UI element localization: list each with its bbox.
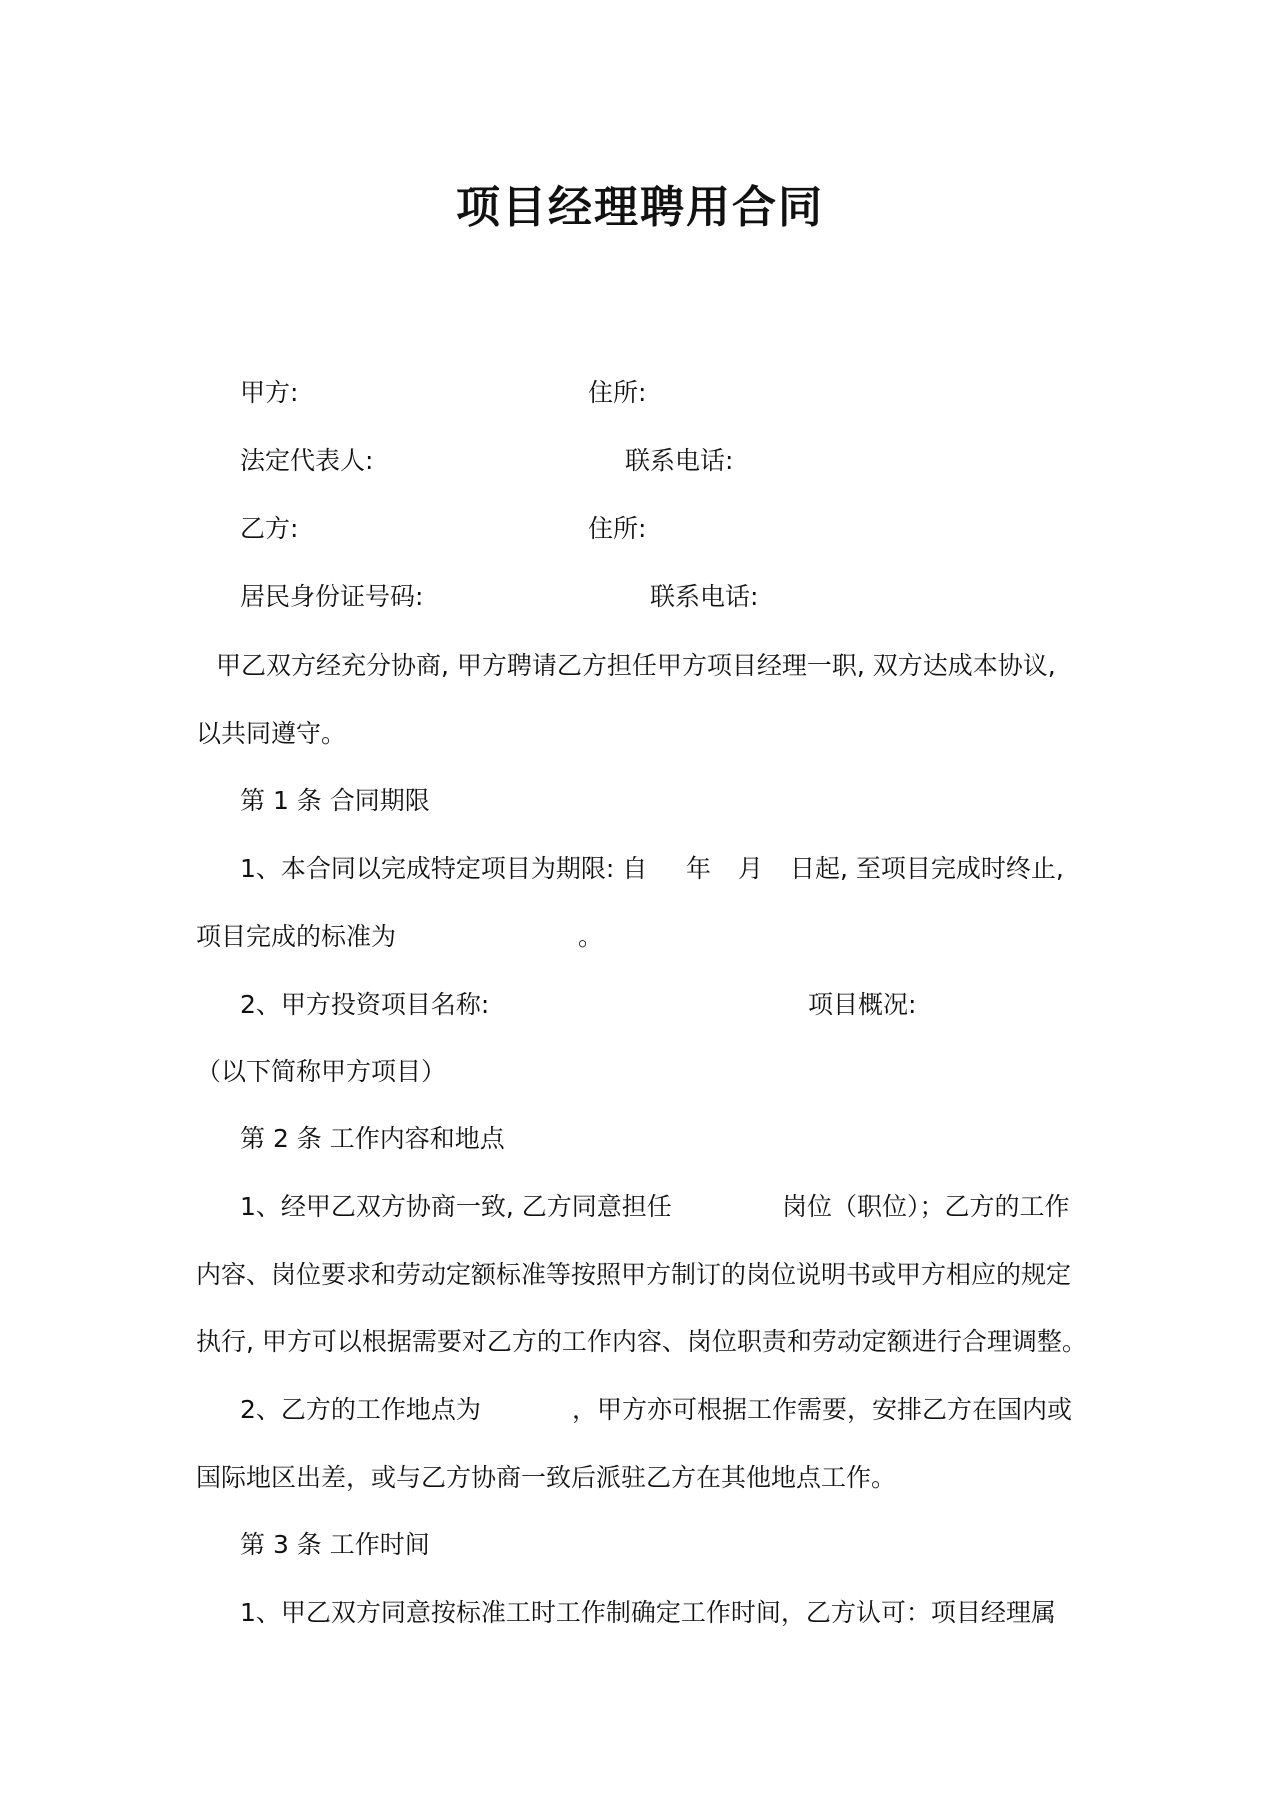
article-2-clause-1-line-2: 内容、岗位要求和劳动定额标准等按照甲方制订的岗位说明书或甲方相应的规定 — [196, 1260, 1072, 1289]
party-a-address-label: 住所: — [588, 378, 647, 407]
article-2-clause-2-rest: ，甲方亦可根据工作需要，安排乙方在国内或 — [572, 1395, 1073, 1424]
article-1-clause-1-line-2: 项目完成的标准为 — [196, 922, 397, 951]
legal-representative-label: 法定代表人: — [240, 446, 374, 475]
article-2-clause-2: 2、乙方的工作地点为 — [240, 1395, 481, 1424]
article-2-clause-1: 1、经甲乙双方协商一致, 乙方同意担任 — [240, 1192, 672, 1221]
party-a-label: 甲方: — [240, 378, 299, 407]
party-b-address-label: 住所: — [588, 514, 647, 543]
article-1-clause-1-end: 日起, 至项目完成时终止, — [790, 854, 1064, 883]
party-b-label: 乙方: — [240, 514, 299, 543]
article-2-clause-2-line-2: 国际地区出差，或与乙方协商一致后派驻乙方在其他地点工作。 — [196, 1463, 897, 1492]
article-2-clause-1-position: 岗位（职位）；乙方的工作 — [782, 1192, 1070, 1221]
article-1-heading: 第 1 条 合同期限 — [240, 786, 430, 815]
article-2-clause-1-line-3: 执行, 甲方可以根据需要对乙方的工作内容、岗位职责和劳动定额进行合理调整。 — [196, 1327, 1087, 1356]
article-2-heading: 第 2 条 工作内容和地点 — [240, 1124, 505, 1153]
article-3-clause-1: 1、甲乙双方同意按标准工时工作制确定工作时间，乙方认可：项目经理属 — [240, 1598, 1056, 1627]
article-1-clause-1-period: 。 — [578, 922, 604, 951]
party-a-phone-label: 联系电话: — [625, 446, 734, 475]
id-number-label: 居民身份证号码: — [240, 582, 424, 611]
article-3-heading: 第 3 条 工作时间 — [240, 1530, 430, 1559]
article-1-clause-2: 2、甲方投资项目名称: — [240, 990, 490, 1019]
article-1-clause-2-line-2: （以下简称甲方项目） — [196, 1057, 447, 1086]
article-1-clause-1-year: 年 — [686, 854, 712, 883]
party-b-phone-label: 联系电话: — [650, 582, 759, 611]
preamble-line-1: 甲乙双方经充分协商, 甲方聘请乙方担任甲方项目经理一职, 双方达成本协议, — [216, 651, 1056, 680]
article-1-project-overview-label: 项目概况: — [808, 990, 917, 1019]
article-1-clause-1: 1、本合同以完成特定项目为期限: 自 — [240, 854, 648, 883]
article-1-clause-1-month: 月 — [738, 854, 764, 883]
preamble-line-2: 以共同遵守。 — [196, 719, 347, 748]
document-title: 项目经理聘用合同 — [456, 182, 824, 233]
